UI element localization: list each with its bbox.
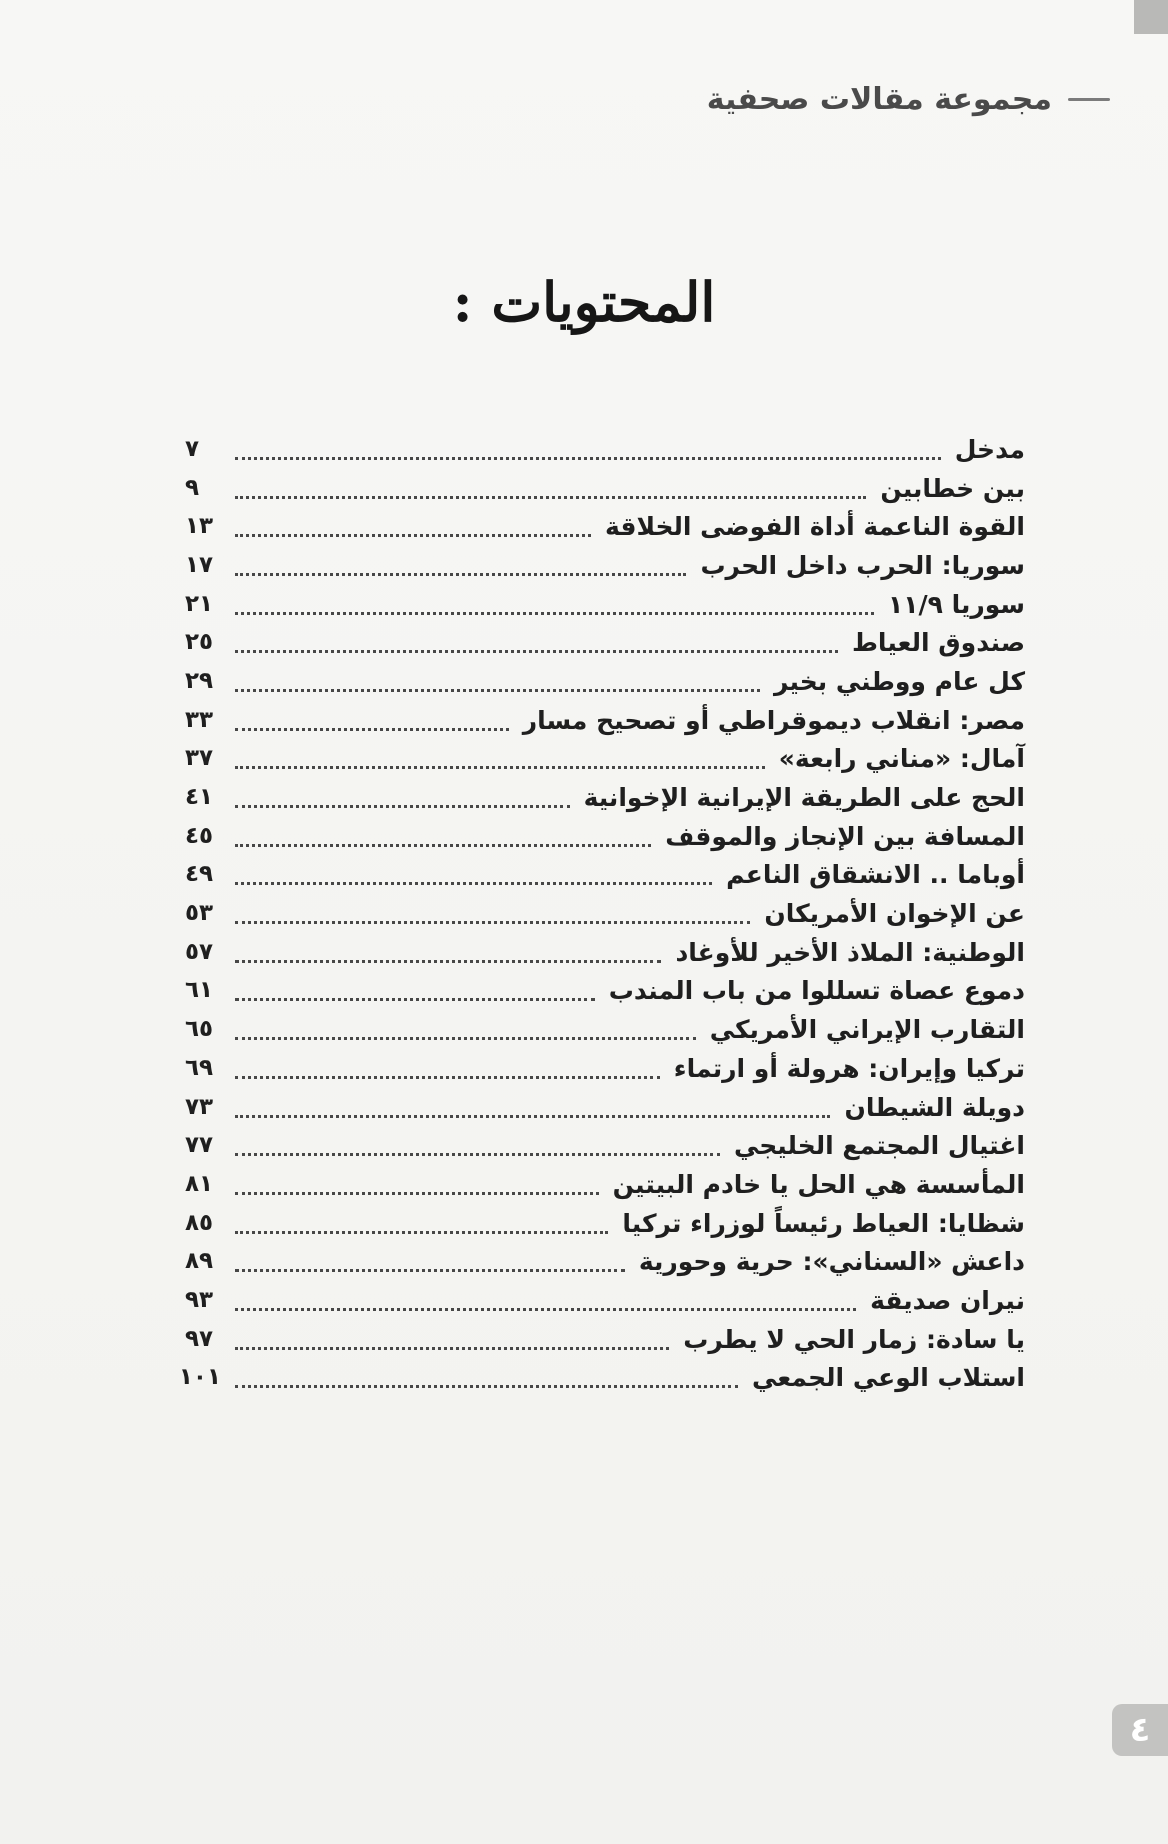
toc-leader-dots [235,650,838,653]
toc-item [185,817,1025,856]
toc-leader-dots [235,496,866,499]
toc-item-title: دويلة الشيطان [844,1092,1025,1122]
toc-item-page: ٤٥ [185,822,214,849]
toc-leader-dots [235,1347,669,1350]
toc-item [185,933,1025,972]
toc-item [185,1281,1025,1320]
toc-item-page: ٢٩ [185,667,214,694]
toc-leader-dots [235,612,874,615]
header-rule [1068,98,1110,101]
toc-item [185,972,1025,1011]
toc-item [185,430,1025,469]
toc-item-title: المسافة بين الإنجاز والموقف [665,821,1025,851]
toc-leader-dots [235,805,570,808]
toc-item-page: ٦٥ [185,1016,214,1043]
toc-item [185,1088,1025,1127]
toc-item-page: ٥٣ [185,900,214,927]
toc-item-title: تركيا وإيران: هرولة أو ارتماء [673,1053,1025,1083]
toc-leader-dots [235,573,686,576]
toc-item [185,623,1025,662]
toc-item-page: ٩٧ [185,1325,214,1352]
toc-leader-dots [235,1076,660,1079]
toc-item-title: استلاب الوعي الجمعي [751,1363,1025,1393]
toc-item-title: القوة الناعمة أداة الفوضى الخلاقة [604,512,1025,542]
toc-leader-dots [235,960,661,963]
toc-item [185,1242,1025,1281]
table-of-contents [178,430,1025,1397]
toc-item-page: ٩ [185,474,200,501]
toc-item-page: ٤١ [185,784,214,811]
toc-item [185,740,1025,779]
toc-item-title: سوريا ١١/٩ [887,589,1025,619]
toc-leader-dots [235,1192,599,1195]
toc-item-title: الوطنية: الملاذ الأخير للأوغاد [675,937,1025,967]
toc-item [185,1204,1025,1243]
toc-item-page: ٧ [185,435,200,462]
toc-item-title: سوريا: الحرب داخل الحرب [700,550,1025,580]
toc-item-title: دموع عصاة تسللوا من باب المندب [608,976,1025,1006]
toc-leader-dots [235,921,750,924]
toc-item [185,585,1025,624]
toc-item-page: ١٠١ [178,1364,221,1391]
toc-leader-dots [235,1231,608,1234]
toc-item-page: ٤٩ [185,861,214,888]
toc-item-title: نيران صديقة [870,1285,1025,1315]
toc-item [185,894,1025,933]
toc-item-title: المأسسة هي الحل يا خادم البيتين [612,1169,1025,1199]
toc-leader-dots [235,1269,625,1272]
toc-item-title: يا سادة: زمار الحي لا يطرب [683,1324,1025,1354]
toc-item [185,856,1025,895]
toc-leader-dots [235,689,760,692]
page-number: ٤ [1129,1710,1151,1750]
toc-item-title: اغتيال المجتمع الخليجي [733,1131,1025,1161]
toc-item-title: آمال: «مناني رابعة» [778,744,1025,774]
toc-item [185,701,1025,740]
toc-item-page: ٨١ [185,1170,214,1197]
toc-item-title: مصر: انقلاب ديموقراطي أو تصحيح مسار [522,705,1025,735]
toc-leader-dots [235,882,712,885]
toc-item-title: مدخل [954,434,1025,464]
toc-leader-dots [235,728,509,731]
page-corner-shadow [1134,0,1168,34]
running-header [707,82,1110,117]
toc-item-page: ١٧ [185,551,214,578]
toc-item [185,546,1025,585]
toc-item-title: بين خطابين [880,473,1025,503]
running-header-title: مجموعة مقالات صحفية [706,82,1052,117]
toc-item-title: داعش «السناني»: حرية وحورية [638,1247,1025,1277]
toc-item [185,469,1025,508]
contents-title: المحتويات : [452,270,716,334]
toc-item [185,1049,1025,1088]
toc-item [185,1320,1025,1359]
toc-leader-dots [235,1037,696,1040]
toc-item [185,1165,1025,1204]
toc-leader-dots [235,844,651,847]
toc-item-page: ٢٥ [185,629,214,656]
toc-item [185,507,1025,546]
toc-leader-dots [235,998,595,1001]
toc-item [185,778,1025,817]
toc-leader-dots [235,457,941,460]
toc-item-title: صندوق العياط [851,628,1025,658]
toc-leader-dots [235,1385,738,1388]
toc-item-page: ١٣ [185,513,214,540]
toc-item-title: كل عام ووطني بخير [773,666,1025,696]
toc-item-page: ٧٧ [185,1132,214,1159]
toc-leader-dots [235,1308,856,1311]
toc-item [185,662,1025,701]
toc-item-page: ٣٧ [185,745,214,772]
toc-item-title: شظايا: العياط رئيساً لوزراء تركيا [622,1208,1025,1238]
toc-item [185,1010,1025,1049]
toc-leader-dots [235,534,591,537]
toc-item-page: ٥٧ [185,938,214,965]
page-number-tab [1112,1704,1168,1756]
toc-item-page: ٩٣ [185,1286,214,1313]
toc-leader-dots [235,1115,830,1118]
toc-item [178,1359,1025,1398]
toc-item [185,1126,1025,1165]
toc-leader-dots [235,1153,720,1156]
toc-item-page: ٦٩ [185,1054,214,1081]
toc-item-title: الحج على الطريقة الإيرانية الإخوانية [583,783,1025,813]
toc-leader-dots [235,766,765,769]
toc-item-title: عن الإخوان الأمريكان [764,899,1025,929]
toc-item-page: ٦١ [185,977,214,1004]
toc-item-page: ٧٣ [185,1093,214,1120]
toc-item-title: التقارب الإيراني الأمريكي [709,1015,1025,1045]
toc-item-page: ٨٩ [185,1248,214,1275]
toc-item-page: ٢١ [185,590,214,617]
toc-item-page: ٨٥ [185,1209,214,1236]
toc-item-title: أوباما .. الانشقاق الناعم [726,860,1025,890]
toc-item-page: ٣٣ [185,706,214,733]
